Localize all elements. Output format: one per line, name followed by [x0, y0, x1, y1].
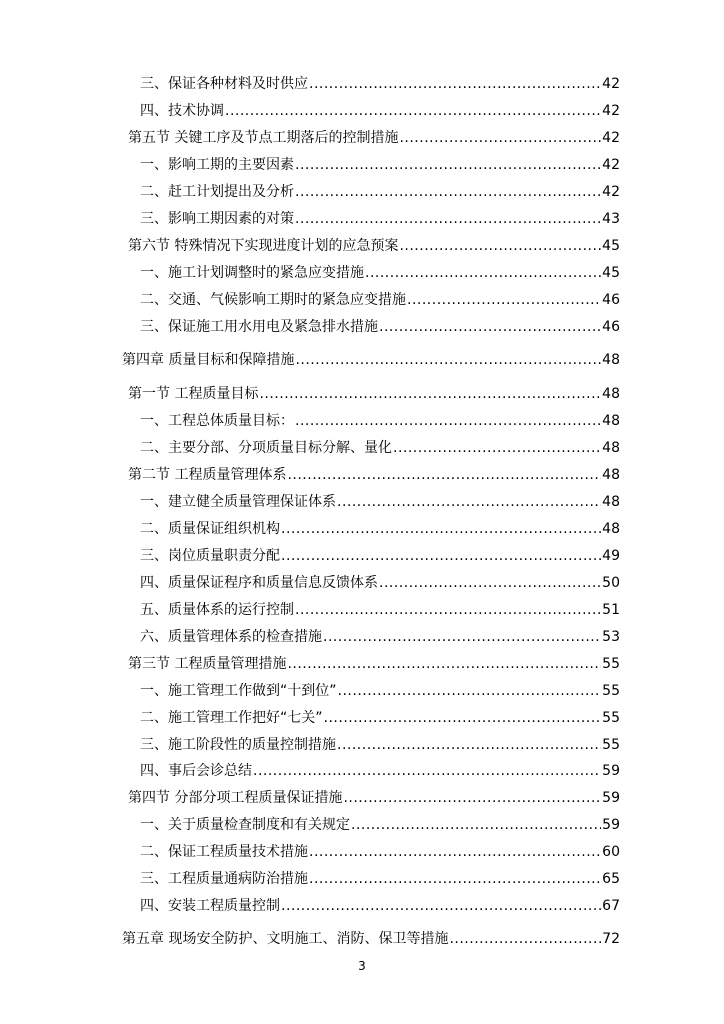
- toc-leader-dots: [324, 708, 602, 728]
- toc-entry[interactable]: [140, 438, 620, 458]
- toc-leader-dots: [379, 573, 601, 593]
- toc-entry[interactable]: [140, 842, 620, 862]
- toc-entry-title: 第二节 工程质量管理体系: [128, 467, 287, 483]
- toc-leader-dots: [338, 681, 602, 701]
- toc-entry-title: 一、施工计划调整时的紧急应变措施: [140, 265, 364, 281]
- toc-entry-page: 55: [602, 683, 620, 699]
- toc-entry[interactable]: [140, 101, 620, 121]
- toc-leader-dots: [295, 182, 601, 202]
- toc-entry-page: 48: [602, 386, 620, 402]
- toc-entry-page: 48: [602, 521, 620, 537]
- toc-entry-title: 第五节 关键工序及节点工期落后的控制措施: [128, 130, 399, 146]
- toc-entry[interactable]: [140, 492, 620, 512]
- toc-entry[interactable]: [128, 465, 620, 485]
- toc-entry-page: 48: [602, 440, 620, 456]
- toc-leader-dots: [323, 627, 601, 647]
- toc-entry[interactable]: [140, 627, 620, 647]
- toc-leader-dots: [295, 411, 601, 431]
- toc-entry-title: 二、交通、气候影响工期时的紧急应变措施: [140, 292, 406, 308]
- toc-leader-dots: [309, 842, 601, 862]
- toc-entry-page: 55: [602, 656, 620, 672]
- toc-entry-page: 46: [602, 292, 620, 308]
- toc-entry-title: 四、事后会诊总结: [140, 763, 252, 779]
- toc-entry[interactable]: [128, 236, 620, 256]
- toc-entry-page: 42: [602, 76, 620, 92]
- toc-entry-title: 二、赶工计划提出及分析: [140, 184, 294, 200]
- toc-entry-page: 50: [602, 575, 620, 591]
- toc-entry-title: 二、质量保证组织机构: [140, 521, 280, 537]
- toc-entry-page: 53: [602, 629, 620, 645]
- toc-entry[interactable]: [140, 600, 620, 620]
- toc-entry[interactable]: [122, 350, 620, 370]
- toc-entry[interactable]: [140, 708, 620, 728]
- toc-leader-dots: [351, 815, 601, 835]
- toc-entry-title: 一、影响工期的主要因素: [140, 157, 294, 173]
- toc-entry-page: 42: [602, 130, 620, 146]
- toc-entry-page: 43: [602, 211, 620, 227]
- toc-entry-title: 三、保证施工用水用电及紧急排水措施: [140, 319, 378, 335]
- toc-leader-dots: [343, 788, 601, 808]
- toc-entry-page: 48: [602, 413, 620, 429]
- toc-entry[interactable]: [140, 155, 620, 175]
- toc-leader-dots: [365, 263, 601, 283]
- toc-entry-title: 三、保证各种材料及时供应: [140, 76, 308, 92]
- toc-entry-title: 一、施工管理工作做到“十到位”: [140, 683, 337, 699]
- toc-entry-page: 49: [602, 548, 620, 564]
- toc-entry[interactable]: [140, 815, 620, 835]
- toc-entry-title: 第四节 分部分项工程质量保证措施: [128, 790, 343, 806]
- toc-entry-title: 三、影响工期因素的对策: [140, 211, 294, 227]
- toc-entry-page: 42: [602, 103, 620, 119]
- toc-leader-dots: [407, 290, 601, 310]
- toc-entry-page: 72: [602, 931, 620, 947]
- toc-entry-page: 55: [602, 710, 620, 726]
- toc-entry[interactable]: [140, 263, 620, 283]
- toc-entry[interactable]: [140, 209, 620, 229]
- toc-entry-title: 一、工程总体质量目标：: [140, 413, 294, 429]
- toc-leader-dots: [259, 384, 601, 404]
- toc-entry-title: 六、质量管理体系的检查措施: [140, 629, 322, 645]
- toc-entry[interactable]: [140, 182, 620, 202]
- toc-entry[interactable]: [140, 681, 620, 701]
- toc-entry-title: 第四章 质量目标和保障措施: [122, 352, 295, 368]
- toc-entry[interactable]: [122, 929, 620, 949]
- toc-entry-title: 一、建立健全质量管理保证体系: [140, 494, 336, 510]
- toc-entry-title: 四、技术协调: [140, 103, 224, 119]
- toc-leader-dots: [399, 128, 601, 148]
- toc-leader-dots: [295, 600, 601, 620]
- page-number: 3: [358, 959, 366, 973]
- toc-leader-dots: [393, 438, 601, 458]
- toc-entry-page: 46: [602, 319, 620, 335]
- toc-entry-title: 三、岗位质量职责分配: [140, 548, 280, 564]
- toc-leader-dots: [281, 519, 601, 539]
- toc-entry-page: 48: [602, 494, 620, 510]
- toc-entry-page: 42: [602, 184, 620, 200]
- toc-entry[interactable]: [140, 74, 620, 94]
- toc-entry-title: 五、质量体系的运行控制: [140, 602, 294, 618]
- toc-entry-page: 67: [602, 898, 620, 914]
- toc-entry-page: 48: [602, 352, 620, 368]
- toc-entry-page: 45: [602, 238, 620, 254]
- toc-entry[interactable]: [140, 519, 620, 539]
- toc-leader-dots: [295, 155, 601, 175]
- toc-leader-dots: [337, 735, 601, 755]
- toc-entry-page: 59: [602, 817, 620, 833]
- toc-entry[interactable]: [140, 317, 620, 337]
- toc-leader-dots: [309, 74, 601, 94]
- toc-leader-dots: [225, 101, 601, 121]
- toc-entry-title: 第六节 特殊情况下实现进度计划的应急预案: [128, 238, 399, 254]
- toc-entry-title: 第一节 工程质量目标: [128, 386, 259, 402]
- toc-leader-dots: [287, 654, 601, 674]
- toc-entry-page: 45: [602, 265, 620, 281]
- toc-entry[interactable]: [140, 290, 620, 310]
- toc-leader-dots: [281, 546, 601, 566]
- toc-entry-page: 51: [602, 602, 620, 618]
- toc-entry[interactable]: [128, 788, 620, 808]
- toc-leader-dots: [295, 350, 601, 370]
- toc-leader-dots: [253, 761, 601, 781]
- toc-entry-page: 65: [602, 871, 620, 887]
- toc-entry-title: 二、保证工程质量技术措施: [140, 844, 308, 860]
- toc-entry[interactable]: [140, 869, 620, 889]
- toc-entry[interactable]: [128, 128, 620, 148]
- toc-entry-page: 60: [602, 844, 620, 860]
- toc-entry-title: 四、质量保证程序和质量信息反馈体系: [140, 575, 378, 591]
- toc-entry[interactable]: [128, 384, 620, 404]
- toc-entry[interactable]: [140, 761, 620, 781]
- toc-entry-title: 二、主要分部、分项质量目标分解、量化: [140, 440, 392, 456]
- toc-leader-dots: [287, 465, 601, 485]
- toc-entry-page: 48: [602, 467, 620, 483]
- toc-entry-title: 三、工程质量通病防治措施: [140, 871, 308, 887]
- toc-leader-dots: [399, 236, 601, 256]
- toc-leader-dots: [309, 869, 601, 889]
- toc-entry-page: 42: [602, 157, 620, 173]
- toc-leader-dots: [449, 929, 601, 949]
- toc-entry[interactable]: [140, 546, 620, 566]
- toc-entry-title: 第五章 现场安全防护、文明施工、消防、保卫等措施: [122, 931, 449, 947]
- toc-entry-title: 一、关于质量检查制度和有关规定: [140, 817, 350, 833]
- toc-leader-dots: [281, 896, 601, 916]
- toc-entry[interactable]: [128, 654, 620, 674]
- toc-entry-title: 二、施工管理工作把好“七关”: [140, 710, 323, 726]
- toc-entry[interactable]: [140, 735, 620, 755]
- toc-entry-title: 四、安装工程质量控制: [140, 898, 280, 914]
- toc-entry[interactable]: [140, 411, 620, 431]
- toc-entry-page: 59: [602, 763, 620, 779]
- toc-entry[interactable]: [140, 573, 620, 593]
- toc-entry-page: 59: [602, 790, 620, 806]
- toc-leader-dots: [337, 492, 601, 512]
- toc-entry-title: 三、施工阶段性的质量控制措施: [140, 737, 336, 753]
- toc-entry[interactable]: [140, 896, 620, 916]
- toc-entry-page: 55: [602, 737, 620, 753]
- toc-leader-dots: [379, 317, 601, 337]
- toc-entry-title: 第三节 工程质量管理措施: [128, 656, 287, 672]
- toc-leader-dots: [295, 209, 601, 229]
